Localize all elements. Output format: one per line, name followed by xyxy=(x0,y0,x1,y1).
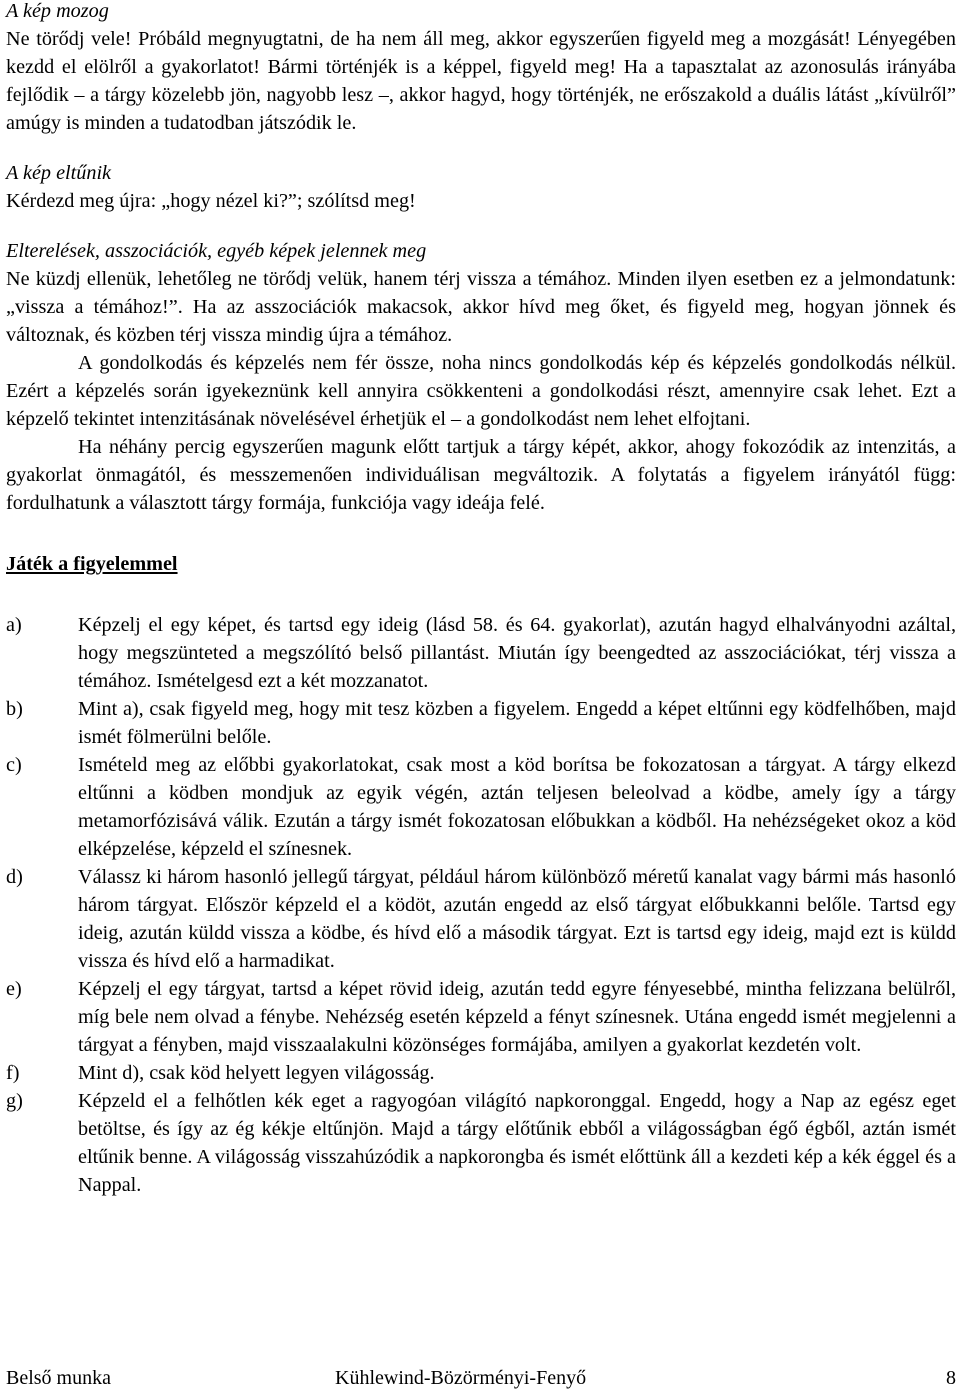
exercise-list xyxy=(6,611,956,1199)
list-item-text: Képzeld el a felhőtlen kék eget a ragyogóan világító napkoronggal. Engedd, hogy a Nap az egész eget betöltse, és így az ég kékje eltűnjön. Majd a tárgy előtűnik ebből a világosságban égő égből, aztán ismét eltűnik benne. A világosság visszahúzódik a napkorongba és ismét előttünk áll a kezdeti kép a kék éggel és a Nappal. xyxy=(78,1090,956,1196)
paragraph-image-moves: Ne törődj vele! Próbáld megnyugtatni, de ha nem áll meg, akkor egyszerűen figyeld meg a mozgását! Lényegében kezdd el elölről a gyakorlatot! Bármi történjék is a képpel, figyeld meg! Ha a tapasztalat az azonosulás irányába fejlődik – a tárgy közelebb jön, nagyobb lesz –, akkor hagyd, hogy történjék, ne erőszakold a duális látást „kívülről” amúgy is minden a tudatodban játszódik le. xyxy=(6,28,956,134)
list-marker: g) xyxy=(6,1090,23,1112)
list-item-text: Mint d), csak köd helyett legyen világosság. xyxy=(78,1062,435,1084)
page-footer xyxy=(6,1364,956,1392)
footer-authors: Kühlewind-Bözörményi-Fenyő xyxy=(335,1367,587,1389)
page-number: 8 xyxy=(946,1367,956,1389)
heading-image-moves: A kép mozog xyxy=(6,0,109,22)
paragraph-distractions-2: A gondolkodás és képzelés nem fér össze, noha nincs gondolkodás kép és képzelés gondolkodás nélkül. Ezért a képzelés során igyekeznünk kell annyira csökkenteni a gondolkodási részt, amennyire csak lehet. Ezt a képzelő tekintet intenzitásának növelésével érhetjük el – a gondolkodást nem lehet elfojtani. xyxy=(6,352,956,430)
list-marker: d) xyxy=(6,866,23,888)
list-marker: a) xyxy=(6,614,22,636)
list-item xyxy=(6,695,956,751)
list-item xyxy=(6,975,956,1059)
list-item-text: Mint a), csak figyeld meg, hogy mit tesz közben a figyelem. Engedd a képet eltűnni egy ködfelhőben, majd ismét fölmerülni belőle. xyxy=(78,698,956,748)
heading-distractions: Elterelések, asszociációk, egyéb képek jelennek meg xyxy=(6,240,427,262)
list-item-text: Válassz ki három hasonló jellegű tárgyat, például három különböző méretű kanalat vagy bármi más hasonló három tárgyat. Először képzeld el a ködöt, azután engedd az első tárgyat előbukkanni belőle. Tartsd egy ideig, azután küldd vissza a ködbe, és hívd elő a második tárgyat. Ezt is tartsd egy ideig, majd ezt is küldd vissza és hívd elő a harmadikat. xyxy=(78,866,956,972)
list-marker: c) xyxy=(6,754,22,776)
list-item xyxy=(6,863,956,975)
list-marker: f) xyxy=(6,1062,20,1084)
heading-image-vanishes: A kép eltűnik xyxy=(6,162,112,184)
list-marker: e) xyxy=(6,978,22,1000)
list-item xyxy=(6,611,956,695)
list-item xyxy=(6,1087,956,1199)
list-item-text: Képzelj el egy tárgyat, tartsd a képet rövid ideig, azután tedd egyre fényesebbé, mintha felizzana belülről, míg bele nem olvad a fénybe. Nehézség esetén képzeld a fényt színesnek. Utána engedd ismét megjelenni a tárgyat a fényben, majd visszaalakulni közönséges formájába, amilyen a gyakorlat kezdetén volt. xyxy=(78,978,956,1056)
document-page xyxy=(6,0,956,1199)
list-marker: b) xyxy=(6,698,23,720)
section-title-attention-game: Játék a figyelemmel xyxy=(6,553,178,575)
list-item xyxy=(6,751,956,863)
paragraph-distractions-3: Ha néhány percig egyszerűen magunk előtt tartjuk a tárgy képét, akkor, ahogy fokozódik az intenzitás, a gyakorlat önmagától, és messzemenően individuálisan megváltozik. A folytatás a figyelem irányától függ: fordulhatunk a választott tárgy formája, funkciója vagy ideája felé. xyxy=(6,436,956,514)
list-item-text: Képzelj el egy képet, és tartsd egy ideig (lásd 58. és 64. gyakorlat), azután hagyd elhalványodni azáltal, hogy megszünteted a megszólító belső pillantást. Miután így beengedted az asszociációkat, térj vissza a témához. Ismételgesd ezt a két mozzanatot. xyxy=(78,614,956,692)
paragraph-image-vanishes: Kérdezd meg újra: „hogy nézel ki?”; szólítsd meg! xyxy=(6,190,416,212)
paragraph-distractions-1: Ne küzdj ellenük, lehetőleg ne törődj velük, hanem térj vissza a témához. Minden ilyen esetben ez a jelmondatunk: „vissza a témához!”. Ha az asszociációk makacsok, akkor hívd meg őket, és figyeld meg, hogyan jönnek és változnak, és közben térj vissza mindig újra a témához. xyxy=(6,268,956,346)
list-item xyxy=(6,1059,956,1087)
footer-book-title: Belső munka xyxy=(6,1367,111,1389)
list-item-text: Ismételd meg az előbbi gyakorlatokat, csak most a köd borítsa be fokozatosan a tárgyat. A tárgy elkezd eltűnni a ködben mondjuk az egyik végén, aztán teljesen beleolvad a ködbe, amely így a tárgy metamorfózisává válik. Ezután a tárgy ismét fokozatosan előbukkan a ködből. Ha nehézségeket okoz a köd elképzelése, képzeld el színesnek. xyxy=(78,754,956,860)
